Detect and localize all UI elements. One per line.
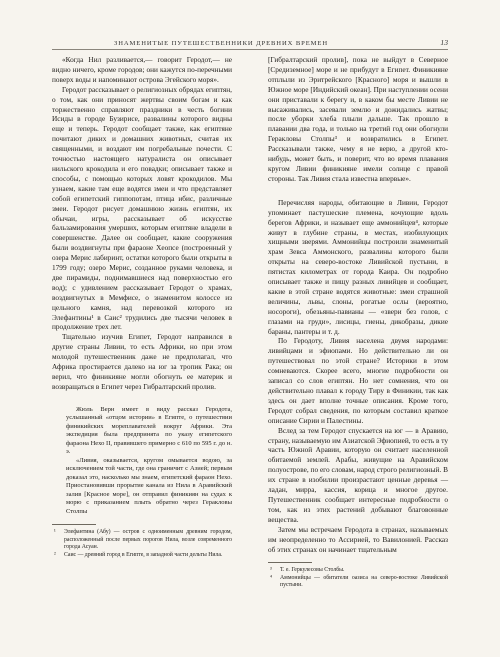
footnote-marker: ¹ (54, 529, 56, 536)
footnote-text: Саис — древний город в Египте, в западной части дельты Нила. (64, 551, 223, 558)
footnote-rule (268, 562, 312, 563)
right-column (268, 55, 448, 590)
footnote (52, 552, 232, 559)
footnote-marker: ² (54, 551, 56, 558)
paragraph: «Когда Нил разливается,— говорит Геродот,— не видно ничего, кроме городов; они кажутся по-перечными поверх воды и напоминают острова Эгейского моря». (52, 55, 232, 84)
footnote-text: Т. е. Геркулесовы Столбы. (280, 567, 345, 574)
page-number: 13 (440, 38, 448, 47)
footnote (268, 567, 448, 574)
footnote-rule (52, 524, 96, 525)
footnote-marker: ⁴ (270, 574, 273, 581)
paragraph: Затем мы встречаем Геродота в странах, называемых им неопределенно то Ассирией, то Вавилонией. Рассказ об этих странах он начинает тщательным (268, 524, 448, 554)
footnote (52, 529, 232, 551)
paragraph: Тщательно изучив Египет, Геродот направился в другие страны Ливии, то есть Африки, но при этом молодой путешественник даже не предполагал, что Африка простирается далеко на юг за тропик Рака; он верил, что финикияне могли обогнуть ее материк и возвращаться в Египет через Гибралтарский пролив. (52, 332, 232, 391)
footnote (268, 575, 448, 590)
left-column (52, 55, 232, 559)
commentary-paragraph: «Ливия, оказывается, кругом омывается водою, за исключением той части, где она граничит с Азией; первым доказал это, насколько мы знаем, египетский фараон Нехо. Приостановивши прорытие канала из Нила в Аравийский залив [Красное море], он отправил финикиян на судах к морю с приказанием плыть обратно через Геракловы Столпы (66, 456, 232, 515)
footnote-text: Аммонийцы — обитатели оазиса на северо-востоке Ливийской пустыни. (280, 574, 448, 589)
footnote-text: Элефантина (Абу) — остров с одноименным древним городом, расположенный после первых порогов Нила, возле современного города Асуан. (64, 529, 232, 551)
running-title: ЗНАМЕНИТЫЕ ПУТЕШЕСТВЕННИКИ ДРЕВНИХ ВРЕМЕН (114, 40, 328, 47)
paragraph: По Геродоту, Ливия населена двумя народами: ливийцами и эфиопами. Но действительно ли он путешествовал по этой стране? Историки в этом сомневаются. Скорее всего, многие подробности он записал со слов египтян. Но нет сомнения, что он действительно плавал к городу Тиру в Финикии, так как здесь он дает вполне точные описания. Кроме того, Геродот собрал сведения, по которым составил краткое описание Сирии и Палестины. (268, 336, 448, 425)
paragraph: Перечисляя народы, обитающие в Ливии, Геродот упоминает пастушеские племена, кочующие вдоль берегов Африки, и называет еще аммонийцев⁴, которые живут в глубине страны, в местах, изобилующих хищными зверями. Аммонийцы построили знаменитый храм Зевса Аммонского, развалины которого были открыты на северо-востоке Ливийской пустыни, в пятистах километрах от города Каира. Он подробно описывает также и пищу разных ливийцев и сообщает, какие в этой стране водятся животные: змеи страшной величины, львы, слоны, рогатые ослы (вероятно, носороги), обезьяны-павианы — «звери без голов, с глазами на груди», лисицы, гиены, дикобразы, дикие бараны, пантеры и т. д. (268, 197, 448, 336)
commentary-block (52, 406, 232, 517)
paragraph: Геродот рассказывает о религиозных обрядах египтян, о том, как они приносят жертвы своим богам и как торжественно справляют праздники в честь богини Исиды в городе Бузирисе, развалины которого видны еще и теперь. Геродот сообщает также, как египтяне почитают диких и домашних животных, считая их священными, и воздают им погребальные почести. С точностью настоящего натуралиста он описывает нильского крокодила и его повадки; описывает также и способы, с помощью которых ловят крокодилов. Мы узнаем, какие там еще водятся змеи и что представляет собой египетский гиппопотам, птица ибис, различные змеи. Геродот рисует домашнюю жизнь египтян, их обычаи, игры, рассказывает об искусстве бальзамирования умерших, которым египтяне владели в совершенстве. Далее он сообщает, какие сооружения были воздвигнуты при фараоне Хеопсе (построенный у озера Мерис лабиринт, остатки которого были открыты в 1799 году; озеро Мерис, созданное руками человека, и две пирамиды, поднимавшиеся над поверхностью его вод); с удивлением рассказывает Геродот о храмах, воздвигнутых в Мемфисе, о знаменитом колоссе из цельного камня, над перевозкой которого из Элефантины¹ в Саис² трудились две тысячи человек в продолжение трех лет. (52, 84, 232, 332)
paragraph: [Гибралтарский пролив], пока не выйдут в Северное [Средиземное] море и не прибудут в Египет. Финикияне отплыли из Эритрейского [Красного] моря и вышли в Южное море [Индийский океан]. При наступлении осени они приставали к берегу и, в каком бы месте Ливии не высаживались, засевали землю и дожидались жатвы; после уборки хлеба плыли дальше. Так прошло в плавании два года, и только на третий год они обогнули Геракловы Столпы³ и возвратились в Египет. Рассказывали также, чему я не верю, а другой кто-нибудь, может быть, и поверит, что во время плавания кругом Ливии финикияне имели солнце с правой стороны. Так Ливия стала известна впервые». (268, 55, 448, 183)
running-header (52, 36, 448, 50)
footnote-marker: ³ (270, 567, 272, 574)
commentary-paragraph: Жюль Верн имеет в виду рассказ Геродота, услышанный «отцом истории» в Египте, о путешествии финикийских мореплавателей вокруг Африки. Эта экспедиция была предпринята по указу египетского фараона Нехо II, правившего примерно с 610 по 595 г. до н. э. (66, 405, 232, 456)
paragraph: Вслед за тем Геродот спускается на юг — в Аравию, страну, называемую им Азиатской Эфиопией, то есть в ту часть Южной Аравии, которую он считает населенной обитаемой землей. Арабы, живущие на Аравийском полуострове, по его словам, народ строго религиозный. В их стране в изобилии произрастают ценные деревья — ладан, мирра, кассия, корица и многое другое. Путешественник сообщает интересные подробности о том, как из этих растений добывают благовонные вещества. (268, 425, 448, 524)
